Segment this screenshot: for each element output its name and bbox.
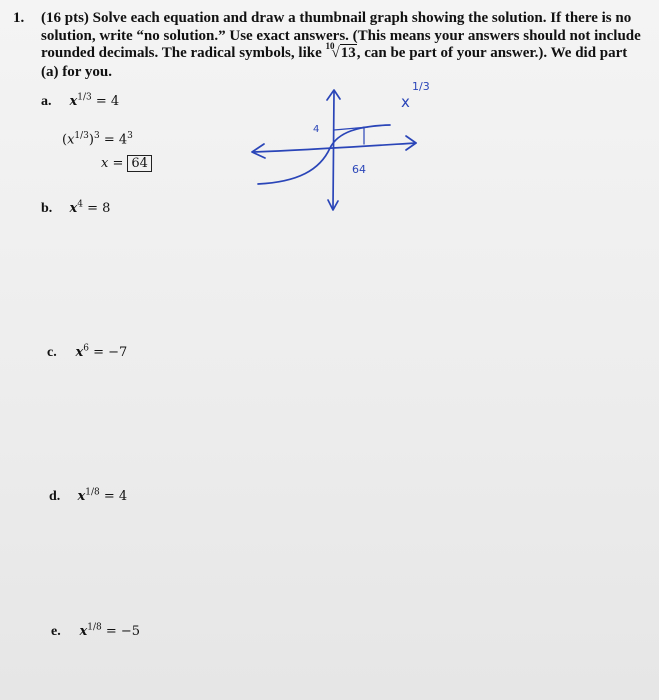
- part-b-exponent: 4: [77, 200, 83, 210]
- part-b-var: x: [69, 201, 78, 217]
- curve-label-exponent: 1/3: [412, 80, 430, 93]
- answer-box: 64: [127, 155, 152, 172]
- x-tick-label: 64: [352, 163, 366, 176]
- part-c-rhs: = −7: [93, 345, 128, 361]
- x-axis: [254, 143, 416, 152]
- part-c-exponent: 6: [83, 344, 89, 354]
- part-b-rhs: = 8: [87, 201, 111, 217]
- worked-step-2: [101, 155, 152, 172]
- part-d-label: d.: [49, 489, 61, 505]
- part-d-rhs: = 4: [103, 489, 128, 505]
- part-a: [41, 93, 119, 110]
- part-e-rhs: = −5: [105, 624, 141, 640]
- part-d: [49, 488, 127, 505]
- part-a-label: a.: [41, 94, 52, 110]
- worked-inner-exponent: 1/3: [74, 131, 89, 141]
- worked-step-1: [62, 131, 133, 147]
- worked-outer-exponent: 3: [93, 131, 100, 141]
- instructions-outro: , can be part of your answer.). We did part (a) for you.: [41, 45, 628, 80]
- worked-rhs: = 4: [103, 132, 128, 148]
- instructions-intro: (16 pts) Solve each equation and draw a thumbnail graph showing the solution. If there is no solution, write “no solution.” Use exact answers. (This means your answers should not include rounded decimals. The radical symbols, like: [41, 10, 641, 61]
- part-e-label: e.: [51, 624, 61, 640]
- radical-radicand: 13: [340, 45, 356, 61]
- problem-instructions: [41, 10, 641, 81]
- part-e-equation: [80, 624, 141, 639]
- radical-symbol: √: [331, 45, 340, 61]
- thumbnail-graph: [248, 80, 448, 220]
- part-e: [51, 623, 140, 640]
- curve-label: [401, 93, 410, 111]
- part-e-exponent: 1/8: [87, 623, 102, 633]
- radical-example: [325, 41, 356, 64]
- worked-var: x: [67, 132, 75, 148]
- paren-open: (: [62, 132, 68, 148]
- radical-index: 10: [325, 41, 335, 51]
- y-tick-label: 4: [313, 124, 320, 135]
- part-a-equation: [70, 94, 120, 109]
- answer-equals: =: [112, 156, 124, 171]
- answer-var: x: [101, 156, 109, 171]
- part-e-var: x: [79, 624, 88, 640]
- part-b-equation: [70, 201, 111, 216]
- part-c-var: x: [75, 345, 84, 361]
- cube-root-curve: [258, 125, 390, 184]
- part-d-var: x: [77, 489, 86, 505]
- paren-close: ): [88, 132, 94, 148]
- y-axis: [333, 92, 334, 208]
- problem-number: 1.: [13, 10, 25, 26]
- part-b-label: b.: [41, 201, 53, 217]
- part-a-rhs: = 4: [95, 94, 120, 110]
- curve-label-var: x: [401, 93, 410, 111]
- part-d-equation: [78, 489, 128, 504]
- part-c: [47, 344, 127, 361]
- worked-rhs-exponent: 3: [127, 131, 133, 141]
- part-c-equation: [76, 345, 128, 360]
- part-a-exponent: 1/3: [77, 93, 92, 103]
- part-c-label: c.: [47, 345, 57, 361]
- part-d-exponent: 1/8: [85, 488, 100, 498]
- part-b: [41, 200, 110, 217]
- part-a-var: x: [69, 94, 78, 110]
